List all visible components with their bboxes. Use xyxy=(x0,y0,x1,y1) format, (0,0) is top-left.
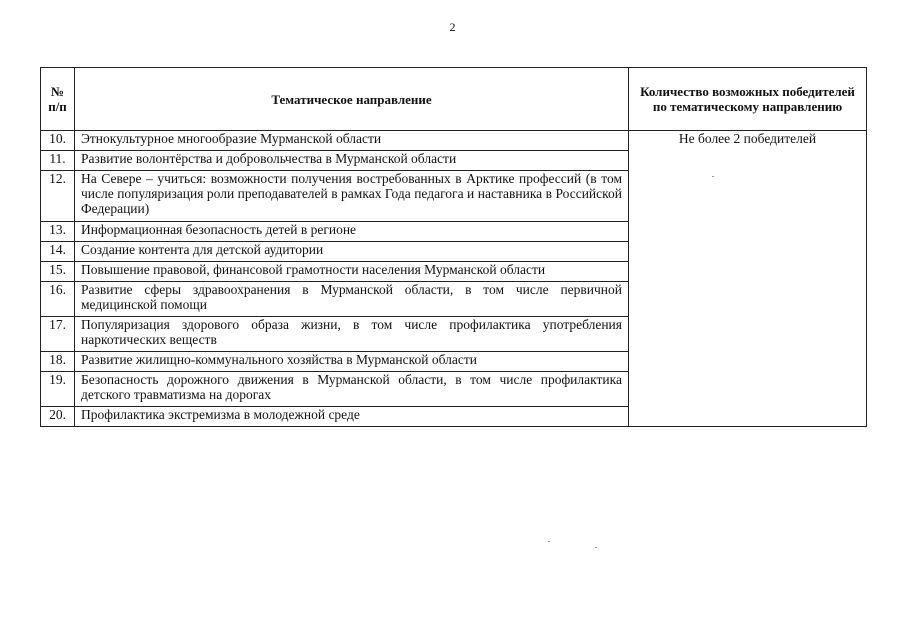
row-number: 18. xyxy=(41,352,75,372)
scan-speck xyxy=(548,541,550,542)
row-theme: Повышение правовой, финансовой грамотности населения Мурманской области xyxy=(75,262,629,282)
row-theme: Развитие сферы здравоохранения в Мурманской области, в том числе первичной медицинской помощи xyxy=(75,282,629,317)
row-theme: На Севере – учиться: возможности получения востребованных в Арктике профессий (в том числе популяризация роли преподавателей в рамках Года педагога и наставника в Российской Федерации) xyxy=(75,171,629,222)
table-body xyxy=(41,131,867,427)
row-number: 11. xyxy=(41,151,75,171)
row-number: 16. xyxy=(41,282,75,317)
row-number: 12. xyxy=(41,171,75,222)
row-number: 20. xyxy=(41,407,75,427)
winners-count: Не более 2 победителей xyxy=(629,131,867,427)
row-theme: Развитие жилищно-коммунального хозяйства в Мурманской области xyxy=(75,352,629,372)
row-number: 14. xyxy=(41,242,75,262)
themes-table xyxy=(40,67,867,427)
row-number: 10. xyxy=(41,131,75,151)
header-count: Количество возможных победителей по тематическому направлению xyxy=(629,68,867,131)
row-theme: Этнокультурное многообразие Мурманской области xyxy=(75,131,629,151)
header-theme: Тематическое направление xyxy=(75,68,629,131)
row-theme: Информационная безопасность детей в регионе xyxy=(75,222,629,242)
scan-speck xyxy=(712,176,714,177)
scan-speck xyxy=(595,547,597,548)
row-number: 15. xyxy=(41,262,75,282)
table-row xyxy=(41,131,867,151)
row-theme: Создание контента для детской аудитории xyxy=(75,242,629,262)
row-theme: Безопасность дорожного движения в Мурманской области, в том числе профилактика детского травматизма на дорогах xyxy=(75,372,629,407)
row-theme: Развитие волонтёрства и добровольчества в Мурманской области xyxy=(75,151,629,171)
row-theme: Популяризация здорового образа жизни, в том числе профилактика употребления наркотических веществ xyxy=(75,317,629,352)
table-header-row xyxy=(41,68,867,131)
header-number: № п/п xyxy=(41,68,75,131)
row-number: 13. xyxy=(41,222,75,242)
row-number: 17. xyxy=(41,317,75,352)
row-theme: Профилактика экстремизма в молодежной среде xyxy=(75,407,629,427)
page-number: 2 xyxy=(449,20,456,34)
row-number: 19. xyxy=(41,372,75,407)
